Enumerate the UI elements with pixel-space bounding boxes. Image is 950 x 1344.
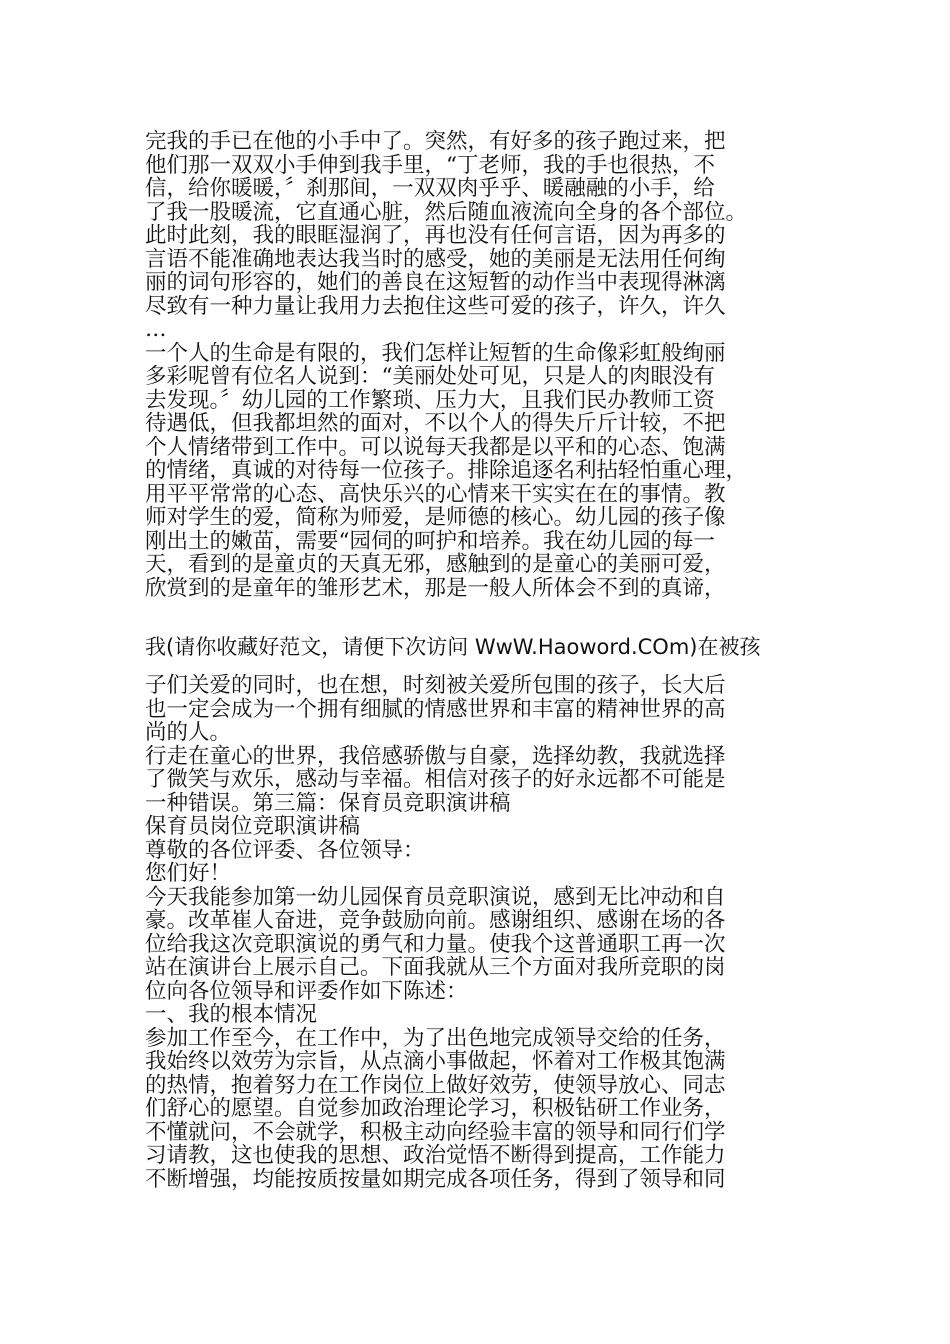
text-line: 个人情绪带到工作中。可以说每天我都是以平和的心态、饱满 xyxy=(145,434,726,460)
text-line: 尊敬的各位评委、各位领导： xyxy=(145,837,425,863)
text-line: 信，给你暖暖，〞刹那间，一双双肉乎乎、暖融融的小手，给 xyxy=(145,176,715,201)
text-line: 子们关爱的同时，也在想，时刻被关爱所包围的孩子，长大后 xyxy=(145,673,726,698)
text-line: 保育员岗位竞职演讲稿 xyxy=(145,814,361,839)
text-line: 去发现。〞幼儿园的工作繁琐、压力大，且我们民办教师工资 xyxy=(145,387,715,413)
text-line: 参加工作至今，在工作中，为了出色地完成领导交给的任务， xyxy=(145,1025,726,1051)
text-line: 尽致有一种力量让我用力去抱住这些可爱的孩子，许久，许久 xyxy=(145,293,726,319)
text-line: 天，看到的是童贞的天真无邪，感触到的是童心的美丽可爱， xyxy=(145,552,726,577)
text-line: 一种错误。第三篇：保育员竞职演讲稿 xyxy=(145,790,511,816)
text-line: 他们那一双双小手伸到我手里，“丁老师，我的手也很热，不 xyxy=(145,152,715,178)
body-text-block-1 xyxy=(145,130,825,600)
text-line: 言语不能准确地表达我当时的感受，她的美丽是无法用任何绚 xyxy=(145,246,726,272)
text-line: 行走在童心的世界，我倍感骄傲与自豪，选择幼教，我就选择 xyxy=(145,743,726,769)
text-line: 今天我能参加第一幼儿园保育员竞职演说，感到无比冲动和自 xyxy=(145,884,726,910)
text-line: 们舒心的愿望。自觉参加政治理论学习，积极钻研工作业务， xyxy=(145,1096,726,1121)
text-line: 丽的词句形容的，她们的善良在这短暂的动作当中表现得淋漓 xyxy=(145,270,726,295)
text-line: 师对学生的爱，简称为师爱，是师德的核心。幼儿园的孩子像 xyxy=(145,505,726,530)
text-line: 习请教，这也使我的思想、政治觉悟不断得到提高，工作能力 xyxy=(145,1143,726,1168)
text-line: 的热情，抱着努力在工作岗位上做好效劳，使领导放心、同志 xyxy=(145,1072,726,1098)
text-line: 的情绪，真诚的对待每一位孩子。排除追逐名利拈轻怕重心理， xyxy=(145,458,748,483)
text-line: 我始终以效劳为宗旨，从点滴小事做起，怀着对工作极其饱满 xyxy=(145,1049,726,1074)
text-line: 了我一股暖流，它直通心脏，然后随血液流向全身的各个部位。 xyxy=(145,199,748,225)
inline-site-notice: 我(请你收藏好范文，请便下次访问 WwW.Haoword.COm)在被孩 xyxy=(145,635,761,659)
text-line: 欣赏到的是童年的雏形艺术，那是一般人所体会不到的真谛， xyxy=(145,575,726,601)
text-line: 不懂就问，不会就学，积极主动向经验丰富的领导和同行们学 xyxy=(145,1119,726,1145)
text-line: 豪。改革崔人奋进，竞争鼓励向前。感谢组织、感谢在场的各 xyxy=(145,908,726,933)
text-line: 此时此刻，我的眼眶湿润了，再也没有任何言语，因为再多的 xyxy=(145,223,726,248)
body-text-block-2 xyxy=(145,674,825,1191)
text-line: 位向各位领导和评委作如下陈述： xyxy=(145,978,468,1004)
text-line: 不断增强，均能按质按量如期完成各项任务，得到了领导和同 xyxy=(145,1166,726,1192)
text-line: 用平平常常的心态、高快乐兴的心情来干实实在在的事情。教 xyxy=(145,481,726,507)
text-line: 刚出土的嫩苗，需要“园伺的呵护和培养。我在幼儿园的每一 xyxy=(145,528,715,554)
text-line: 位给我这次竞职演说的勇气和力量。使我个这普通职工再一次 xyxy=(145,931,726,957)
text-line: 您们好！ xyxy=(145,861,232,886)
text-line: … xyxy=(145,317,167,342)
text-line: 也一定会成为一个拥有细腻的情感世界和丰富的精神世界的高 xyxy=(145,696,726,722)
text-line: 了微笑与欢乐，感动与幸福。相信对孩子的好永远都不可能是 xyxy=(145,767,726,792)
text-line: 一个人的生命是有限的，我们怎样让短暂的生命像彩虹般绚丽 xyxy=(145,340,726,366)
text-line: 站在演讲台上展示自己。下面我就从三个方面对我所竞职的岗 xyxy=(145,955,726,980)
text-line: 多彩呢曾有位名人说到：“美丽处处可见，只是人的肉眼没有 xyxy=(145,364,715,389)
text-line: 一、我的根本情况 xyxy=(145,1002,318,1027)
text-line: 尚的人。 xyxy=(145,720,232,745)
text-line: 完我的手已在他的小手中了。突然，有好多的孩子跑过来，把 xyxy=(145,129,726,154)
text-line: 待遇低，但我都坦然的面对，不以个人的得失斤斤计较，不把 xyxy=(145,411,726,436)
